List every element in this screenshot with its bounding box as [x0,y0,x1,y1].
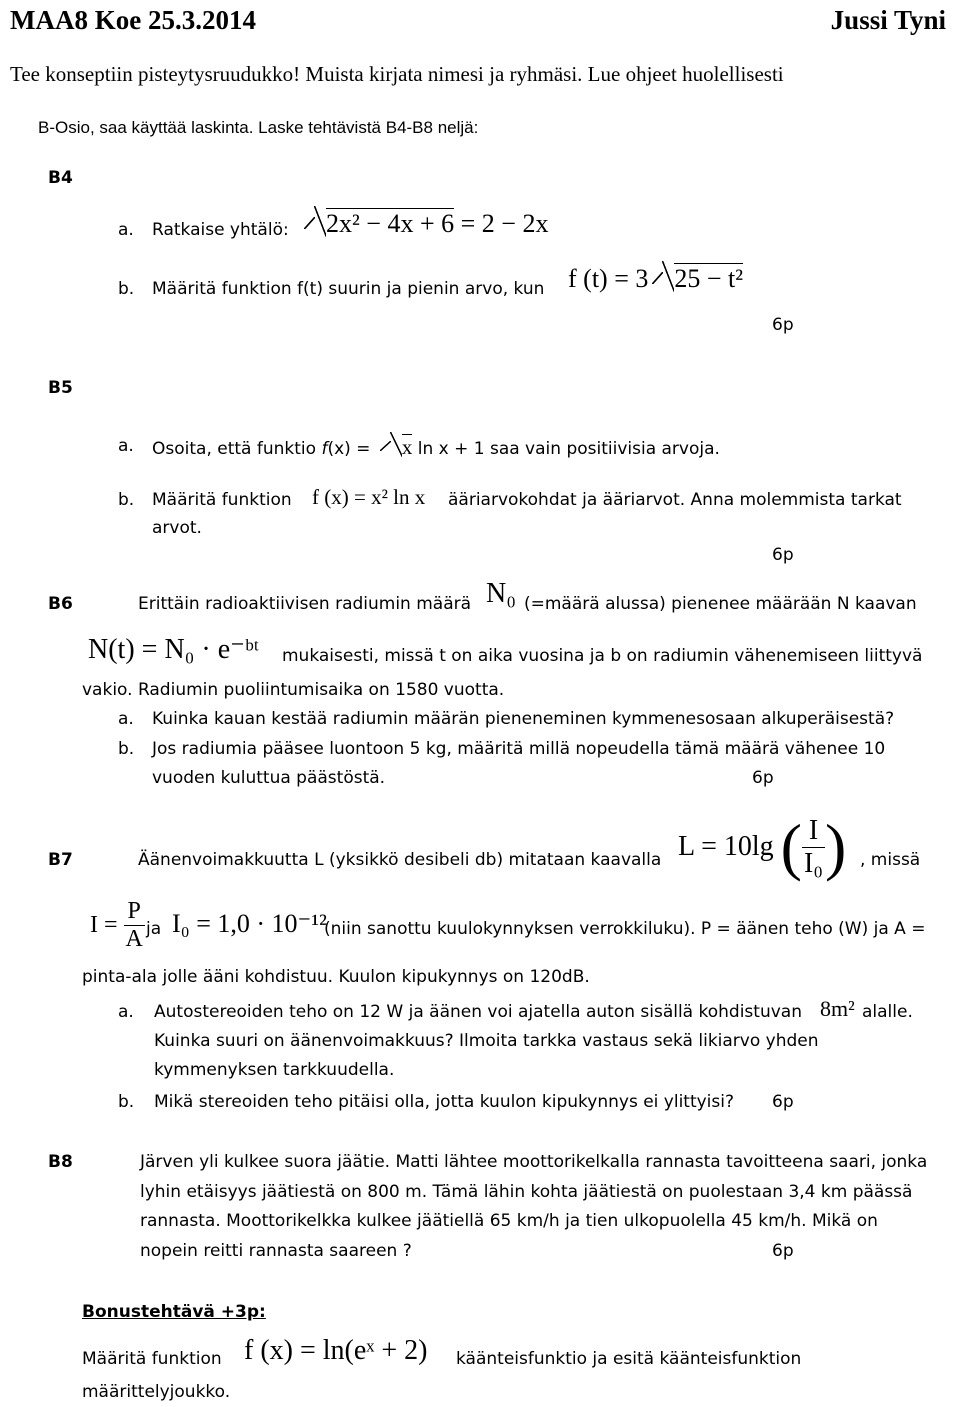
b6-formula: N(t) = N₀ · e⁻ᵇᵗ [88,634,259,665]
b8-line2: lyhin etäisyys jäätiestä on 800 m. Tämä lähin kohta jäätiestä on puolestaan 3,4 km päässä [140,1182,913,1202]
b4-a-rhs: = 2 − 2x [460,209,549,238]
bonus-title: Bonustehtävä +3p: [82,1302,266,1322]
b7-ja: ja [146,919,162,939]
b6-b-text-cont: vuoden kuluttua päästöstä. [152,768,386,788]
b6-n0: N₀ [486,578,516,609]
b4-b-sqrt-content: 25 − t² [674,264,744,293]
b6-a-label: a. [118,709,134,729]
b5-a-text-post: ln x + 1 saa vain positiivisia arvoja. [412,439,720,459]
b7-fraction-num: I [802,815,825,848]
b5-b-equation: f (x) = x² ln x [312,485,426,509]
b4-b-equation [568,263,743,294]
b7-paren-left: ( [780,811,802,882]
b7-formula-lhs: L = 10lg [678,831,774,862]
b7-fraction [802,815,825,880]
b7-a-text-post: alalle. [862,1002,913,1022]
b7-i-fraction [124,898,145,953]
section-intro: B-Osio, saa käyttää laskinta. Laske tehtävistä B4-B8 neljä: [38,118,479,137]
b4-b-lhs: f (t) = 3 [568,264,649,293]
b4-points: 6p [772,315,794,335]
instructions: Tee konseptiin pisteytysruudukko! Muista kirjata nimesi ja ryhmäsi. Lue ohjeet huolellisesti [10,62,784,86]
b7-i0: I₀ = 1,0 · 10⁻¹² [172,909,327,938]
bonus-text: Määritä funktion [82,1349,222,1369]
b6-line3: vakio. Radiumin puoliintumisaika on 1580 vuotta. [82,680,505,700]
b6-points: 6p [752,768,774,788]
b7-i-lhs: I = [90,912,118,938]
b7-paren-right: ) [825,811,847,882]
task-number-b4: B4 [48,168,73,188]
page-title: MAA8 Koe 25.3.2014 [10,5,256,35]
bonus-text-cont: määrittelyjoukko. [82,1382,231,1402]
b4-a-equation [300,208,548,239]
b4-a-sqrt-content: 2x² − 4x + 6 [326,209,455,238]
b6-b-label: b. [118,739,135,759]
b7-b-label: b. [118,1092,135,1112]
b7-a-area: 8m² [820,996,855,1021]
b7-missa: , missä [860,850,921,870]
b7-i-num: P [124,898,145,926]
b7-i-den: A [125,926,143,952]
b7-a-text: Autostereoiden teho on 12 W ja äänen voi ajatella auton sisällä kohdistuvan [154,1002,802,1022]
b8-points: 6p [772,1241,794,1261]
task-number-b6: B6 [48,594,73,614]
b6-line2: mukaisesti, missä t on aika vuosina ja b on radiumin vähenemiseen liittyvä [282,646,923,666]
b5-a-text-f: f [321,439,328,459]
author-name: Jussi Tyni [830,5,946,35]
b5-b-label: b. [118,490,135,510]
b5-a-label: a. [118,436,134,456]
b7-a-text-3: kymmenyksen tarkkuudella. [154,1060,395,1080]
bonus-formula: f (x) = ln(eˣ + 2) [244,1335,428,1366]
b8-line4: nopein reitti rannasta saareen ? [140,1241,412,1261]
b5-a-text-pre: Osoita, että funktio [152,439,322,459]
task-number-b8: B8 [48,1152,73,1172]
b4-b-text: Määritä funktion f(t) suurin ja pienin arvo, kun [152,279,545,299]
b5-b-text-post: ääriarvokohdat ja ääriarvot. Anna molemmista tarkat [448,490,902,510]
b4-b-label: b. [118,279,135,299]
b4-a-text: Ratkaise yhtälö: [152,220,289,240]
b6-intro-post: (=määrä alussa) pienenee määrään N kaavan [524,594,917,614]
b7-formula [678,810,846,884]
b7-points: 6p [772,1092,794,1112]
b6-a-text: Kuinka kauan kestää radiumin määrän pieneneminen kymmenesosaan alkuperäisestä? [152,709,895,729]
task-number-b7: B7 [48,850,73,870]
b6-intro: Erittäin radioaktiivisen radiumin määrä [138,594,472,614]
b7-b-text: Mikä stereoiden teho pitäisi olla, jotta kuulon kipukynnys ei ylittyisi? [154,1092,735,1112]
b5-a-text [152,434,720,461]
b5-a-text-x: (x) = [327,439,371,459]
b5-b-text-cont: arvot. [152,518,202,538]
b7-a-text-2: Kuinka suuri on äänenvoimakkuus? Ilmoita tarkka vastaus sekä likiarvo yhden [154,1031,819,1051]
b7-line2-post: (niin sanottu kuulokynnyksen verrokkiluku). P = äänen teho (W) ja A = [324,919,926,939]
task-number-b5: B5 [48,378,73,398]
b4-a-label: a. [118,220,134,240]
b5-a-sqrt: x [401,435,413,459]
b5-b-text: Määritä funktion [152,490,292,510]
b8-line1: Järven yli kulkee suora jäätie. Matti lähtee moottorikelkalla rannasta tavoitteena saari, jonka [140,1152,928,1172]
b7-fraction-den: I₀ [803,847,824,879]
b6-b-text: Jos radiumia pääsee luontoon 5 kg, määritä millä nopeudella tämä määrä vähenee 10 [152,739,886,759]
b8-line3: rannasta. Moottorikelkka kulkee jäätiellä 65 km/h ja tien ulkopuolella 45 km/h. Mikä on [140,1211,878,1231]
bonus-text-post: käänteisfunktio ja esitä käänteisfunktion [456,1349,802,1369]
b5-points: 6p [772,545,794,565]
b7-i-formula [90,898,145,953]
b7-intro: Äänenvoimakkuutta L (yksikkö desibeli db) mitataan kaavalla [138,850,662,870]
b7-a-label: a. [118,1002,134,1022]
b7-line3: pinta-ala jolle ääni kohdistuu. Kuulon kipukynnys on 120dB. [82,967,590,987]
